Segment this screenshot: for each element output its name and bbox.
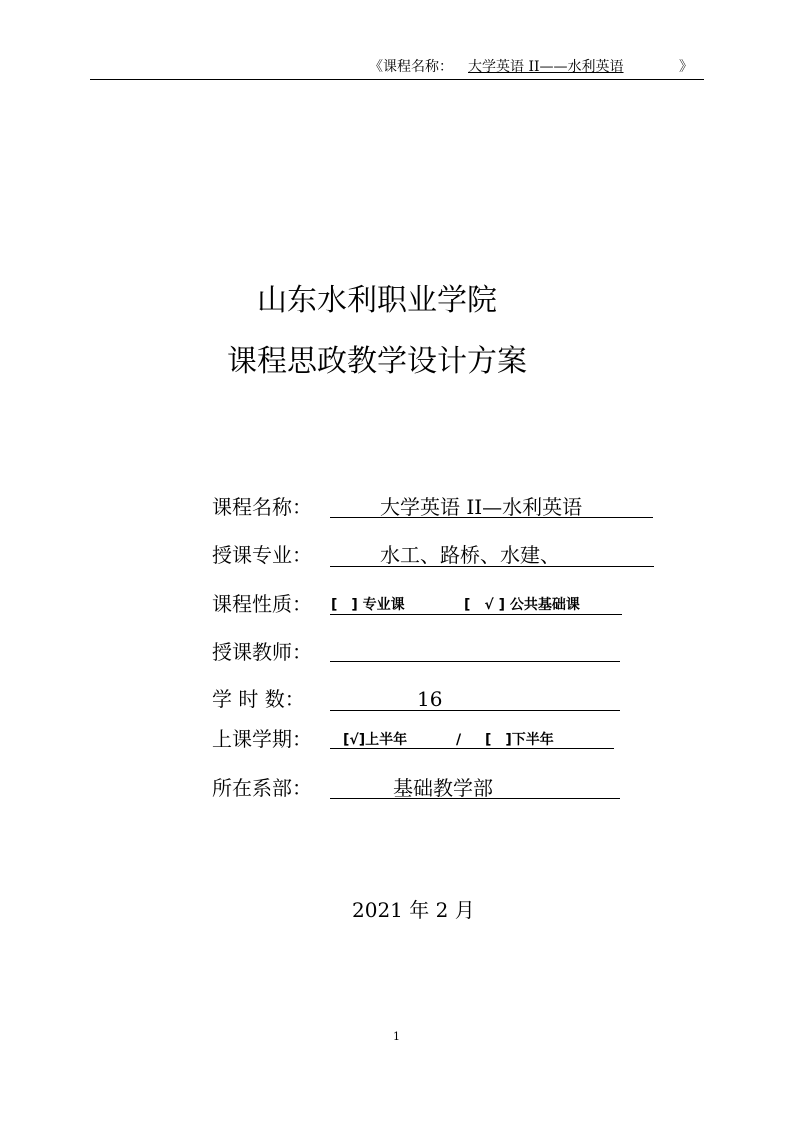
course-type-option-major: [ ] 专业课: [331, 597, 405, 613]
header-suffix: 》: [679, 59, 693, 75]
hours-underline: [330, 710, 620, 711]
teacher-underline: [330, 661, 620, 662]
semester-option-first-half: [√]上半年: [343, 732, 408, 748]
department-underline: [330, 798, 620, 799]
course-name-label: 课程名称：: [212, 495, 312, 519]
department-value: 基础教学部: [393, 776, 493, 800]
title-institution: 山东水利职业学院: [257, 283, 497, 318]
semester-label: 上课学期：: [212, 727, 312, 751]
header-rule: [90, 79, 704, 80]
major-label: 授课专业：: [212, 543, 312, 567]
teacher-label: 授课教师：: [212, 640, 312, 664]
title-document: 课程思政教学设计方案: [227, 344, 527, 379]
header-course-name: 大学英语 II——水利英语: [468, 59, 624, 75]
page-number: 1: [393, 1030, 400, 1043]
course-name-underline: [330, 517, 653, 518]
header-prefix: 《课程名称：: [369, 59, 453, 75]
course-type-underline: [330, 614, 622, 615]
hours-label: 学 时 数：: [212, 687, 305, 711]
major-underline: [330, 566, 654, 567]
department-label: 所在系部：: [212, 776, 312, 800]
semester-underline: [330, 748, 614, 749]
hours-value: 16: [417, 687, 443, 711]
major-value: 水工、路桥、水建、: [380, 543, 560, 567]
semester-separator: /: [456, 732, 462, 748]
course-type-option-public: [ √ ] 公共基础课: [464, 597, 580, 613]
semester-option-second-half: [ ]下半年: [485, 732, 554, 748]
course-type-label: 课程性质：: [212, 592, 312, 616]
document-date: 2021 年 2 月: [352, 898, 475, 922]
course-name-value: 大学英语 II—水利英语: [380, 495, 583, 519]
